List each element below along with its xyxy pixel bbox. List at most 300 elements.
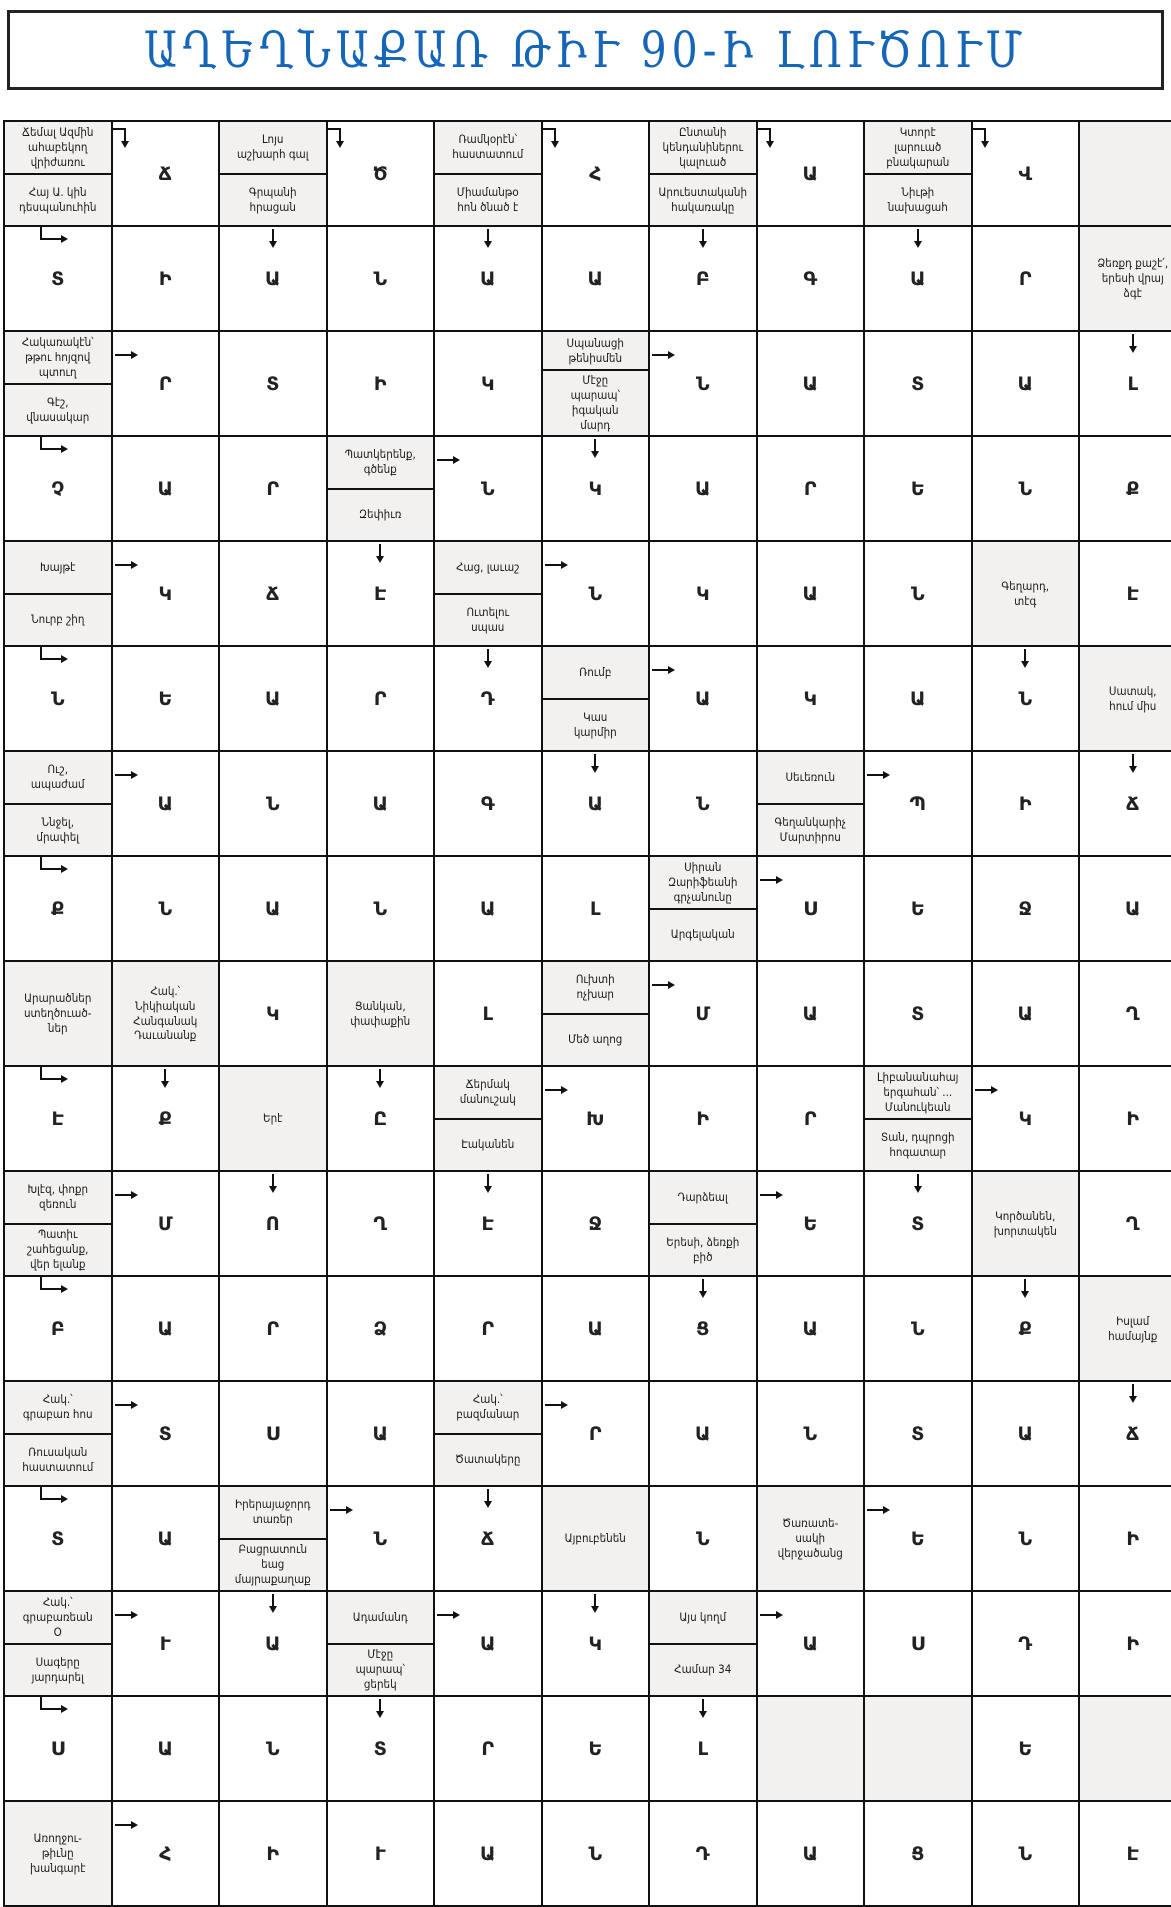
letter-cell[interactable] — [220, 1382, 326, 1485]
letter-value: Տ — [911, 1212, 925, 1235]
clue-text: Իրերայաջորդ տառեր — [220, 1487, 326, 1538]
letter-cell[interactable] — [1080, 1382, 1171, 1485]
clue-text: Ծառատե- սակի վերջածանց — [758, 1487, 864, 1590]
letter-cell[interactable] — [220, 1277, 326, 1380]
letter-cell[interactable] — [865, 437, 971, 540]
letter-cell[interactable] — [1080, 1487, 1171, 1590]
letter-value: Տ — [266, 372, 280, 395]
letter-value: Ն — [373, 1527, 388, 1550]
letter-cell[interactable] — [973, 1067, 1079, 1170]
letter-value: Լ — [589, 897, 601, 920]
letter-cell[interactable] — [1080, 752, 1171, 855]
clue-text: Զեփիւռ — [328, 488, 434, 541]
letter-cell[interactable] — [865, 1382, 971, 1485]
letter-cell[interactable] — [758, 1592, 864, 1695]
letter-cell[interactable] — [1080, 1802, 1171, 1905]
clue-text: Գրպանի հրացան — [220, 173, 326, 226]
letter-cell[interactable] — [328, 1382, 434, 1485]
letter-cell[interactable] — [973, 1277, 1079, 1380]
letter-cell[interactable] — [758, 1802, 864, 1905]
letter-cell[interactable] — [328, 227, 434, 330]
clue-text: Իսլամ համայնք — [1080, 1277, 1171, 1380]
letter-value: Ւ — [159, 1632, 171, 1655]
letter-value: Ե — [910, 477, 925, 500]
letter-cell[interactable] — [113, 752, 219, 855]
letter-cell[interactable] — [758, 1382, 864, 1485]
letter-cell[interactable] — [758, 1172, 864, 1275]
clue-text: Հակ.՝ գրաբառ հոս — [5, 1382, 111, 1433]
clue-text: Գէշ, վնասակար — [5, 383, 111, 436]
letter-cell[interactable] — [543, 437, 649, 540]
letter-cell[interactable] — [865, 1172, 971, 1275]
letter-value: Ի — [1126, 1107, 1140, 1130]
letter-value: Ե — [803, 1212, 818, 1235]
puzzle-title-box — [7, 10, 1164, 90]
letter-cell[interactable] — [543, 1592, 649, 1695]
letter-cell[interactable] — [435, 1592, 541, 1695]
letter-cell[interactable] — [543, 1277, 649, 1380]
letter-cell[interactable] — [113, 1172, 219, 1275]
letter-cell[interactable] — [328, 122, 434, 225]
letter-cell[interactable] — [113, 122, 219, 225]
letter-cell[interactable] — [113, 1697, 219, 1800]
letter-value: Ա — [802, 1002, 818, 1025]
clue-cell — [220, 122, 326, 225]
letter-cell[interactable] — [543, 542, 649, 645]
clue-text: Պատկերենք, գծենք — [328, 437, 434, 488]
letter-cell[interactable] — [865, 542, 971, 645]
letter-cell[interactable] — [865, 1277, 971, 1380]
letter-cell[interactable] — [5, 647, 111, 750]
clue-text: Ռուսական հաստատում — [5, 1433, 111, 1486]
letter-cell[interactable] — [865, 1487, 971, 1590]
letter-value: Ի — [1126, 1527, 1140, 1550]
clue-text: Հակ.՝ բազմանար — [435, 1382, 541, 1433]
letter-cell[interactable] — [435, 962, 541, 1065]
letter-value: Ե — [1018, 1737, 1033, 1760]
letter-value: Տ — [373, 1737, 387, 1760]
letter-cell[interactable] — [650, 962, 756, 1065]
clue-text: Մեծ աղոց — [543, 1013, 649, 1066]
letter-value: Ջ — [588, 1212, 602, 1235]
letter-value: Ր — [266, 477, 280, 500]
crossword-grid — [3, 120, 1171, 1907]
clue-text: Էականեն — [435, 1118, 541, 1171]
clue-cell — [113, 962, 219, 1065]
clue-cell — [650, 857, 756, 960]
letter-value: Ա — [157, 792, 173, 815]
letter-cell[interactable] — [220, 1802, 326, 1905]
letter-value: Գ — [803, 267, 818, 290]
letter-cell[interactable] — [435, 1487, 541, 1590]
letter-cell[interactable] — [865, 647, 971, 750]
clue-cell — [650, 1172, 756, 1275]
letter-cell[interactable] — [973, 1697, 1079, 1800]
letter-value: Բ — [50, 1317, 65, 1340]
letter-cell[interactable] — [220, 647, 326, 750]
letter-cell[interactable] — [328, 332, 434, 435]
letter-cell[interactable] — [973, 1802, 1079, 1905]
letter-value: Ր — [481, 1737, 495, 1760]
puzzle-title: ԱՂԵՂՆԱՔԱՌ ԹԻՒ 90-Ի ԼՈՒԾՈՒՄ — [143, 21, 1028, 79]
letter-cell[interactable] — [865, 1802, 971, 1905]
letter-value: Ն — [695, 792, 710, 815]
letter-cell[interactable] — [973, 1592, 1079, 1695]
clue-cell — [5, 1802, 111, 1905]
letter-cell[interactable] — [5, 1697, 111, 1800]
letter-value: Լ — [482, 1002, 494, 1025]
letter-value: Ա — [480, 1632, 496, 1655]
letter-cell[interactable] — [758, 122, 864, 225]
letter-cell[interactable] — [973, 437, 1079, 540]
letter-cell[interactable] — [328, 1067, 434, 1170]
letter-value: Ր — [373, 687, 387, 710]
letter-value: Ց — [911, 1842, 925, 1865]
letter-value: Ն — [1018, 1842, 1033, 1865]
letter-cell[interactable] — [435, 227, 541, 330]
letter-cell[interactable] — [543, 1697, 649, 1800]
letter-cell[interactable] — [758, 542, 864, 645]
letter-cell[interactable] — [758, 437, 864, 540]
clue-text: Այս կողմ — [650, 1592, 756, 1643]
letter-cell[interactable] — [220, 962, 326, 1065]
letter-cell[interactable] — [220, 857, 326, 960]
letter-value: Ր — [1018, 267, 1032, 290]
letter-cell[interactable] — [973, 962, 1079, 1065]
letter-cell[interactable] — [1080, 857, 1171, 960]
letter-value: Ս — [910, 1632, 925, 1655]
clue-cell — [543, 647, 649, 750]
letter-value: Կ — [480, 372, 495, 395]
letter-value: Ա — [695, 1422, 711, 1445]
letter-cell[interactable] — [650, 1067, 756, 1170]
letter-value: Ղ — [1125, 1002, 1140, 1025]
clue-text: Արգելական — [650, 908, 756, 961]
letter-cell[interactable] — [113, 647, 219, 750]
letter-value: Լ — [697, 1737, 709, 1760]
letter-value: Կ — [695, 582, 710, 605]
letter-cell[interactable] — [328, 647, 434, 750]
clue-cell — [5, 1592, 111, 1695]
clue-cell — [5, 332, 111, 435]
clue-text: Կործանեն, խորտակեն — [973, 1172, 1079, 1275]
clue-text: Երեսի, ձեռքի բիծ — [650, 1223, 756, 1276]
letter-value: Դ — [480, 687, 495, 710]
letter-value: Ր — [803, 477, 817, 500]
letter-cell[interactable] — [435, 1172, 541, 1275]
letter-cell[interactable] — [543, 227, 649, 330]
letter-value: Տ — [51, 267, 65, 290]
clue-cell — [973, 542, 1079, 645]
clue-text: Առողջու- թիւնը խանգարէ — [5, 1802, 111, 1905]
letter-cell[interactable] — [1080, 1067, 1171, 1170]
letter-cell[interactable] — [113, 857, 219, 960]
clue-text: Խայթէ — [5, 542, 111, 593]
letter-cell[interactable] — [973, 332, 1079, 435]
letter-cell[interactable] — [865, 1592, 971, 1695]
letter-cell[interactable] — [543, 857, 649, 960]
letter-cell[interactable] — [543, 1067, 649, 1170]
letter-cell[interactable] — [543, 122, 649, 225]
letter-cell[interactable] — [220, 1592, 326, 1695]
clue-text: Խլէզ, փոքր զեռուն — [5, 1172, 111, 1223]
clue-text: Բացրատուն եաց մայրաքաղաք — [220, 1538, 326, 1591]
letter-cell[interactable] — [5, 1067, 111, 1170]
letter-cell[interactable] — [328, 1487, 434, 1590]
letter-cell[interactable] — [865, 962, 971, 1065]
clue-text: Դարձեալ — [650, 1172, 756, 1223]
clue-cell — [1080, 227, 1171, 330]
letter-value: Վ — [1018, 162, 1033, 185]
letter-value: Տ — [158, 1422, 172, 1445]
letter-value: Ծ — [372, 162, 388, 185]
clue-text: Երէ — [220, 1067, 326, 1170]
letter-cell[interactable] — [1080, 1592, 1171, 1695]
letter-cell[interactable] — [435, 332, 541, 435]
letter-cell[interactable] — [220, 1172, 326, 1275]
letter-value: Ր — [803, 1107, 817, 1130]
letter-value: Կ — [1018, 1107, 1033, 1130]
letter-cell[interactable] — [865, 332, 971, 435]
letter-cell[interactable] — [220, 1697, 326, 1800]
clue-text: Տան, դպրոցի հոգատար — [865, 1118, 971, 1171]
letter-cell[interactable] — [113, 1802, 219, 1905]
letter-cell[interactable] — [113, 437, 219, 540]
letter-cell[interactable] — [435, 437, 541, 540]
letter-value: Ձ — [373, 1317, 388, 1340]
letter-cell[interactable] — [865, 857, 971, 960]
letter-value: Ե — [588, 1737, 603, 1760]
clue-cell — [435, 1382, 541, 1485]
letter-cell[interactable] — [5, 437, 111, 540]
letter-cell[interactable] — [435, 1697, 541, 1800]
letter-cell[interactable] — [758, 857, 864, 960]
letter-value: Ն — [158, 897, 173, 920]
letter-cell[interactable] — [865, 752, 971, 855]
letter-cell[interactable] — [435, 647, 541, 750]
letter-cell[interactable] — [973, 1382, 1079, 1485]
letter-value: Ւ — [374, 1842, 386, 1865]
letter-value: Ա — [372, 1422, 388, 1445]
clue-cell — [1080, 1277, 1171, 1380]
letter-value: Բ — [695, 267, 710, 290]
letter-value: Ա — [910, 267, 926, 290]
letter-value: Ք — [158, 1107, 172, 1130]
letter-cell[interactable] — [113, 1277, 219, 1380]
clue-cell — [758, 752, 864, 855]
letter-cell[interactable] — [220, 227, 326, 330]
letter-cell[interactable] — [758, 647, 864, 750]
letter-value: Ն — [588, 582, 603, 605]
letter-value: Գ — [480, 792, 495, 815]
letter-value: Ա — [587, 792, 603, 815]
letter-value: Ա — [480, 267, 496, 290]
letter-cell[interactable] — [650, 437, 756, 540]
clue-cell — [328, 437, 434, 540]
letter-cell[interactable] — [435, 857, 541, 960]
letter-value: Է — [51, 1107, 64, 1130]
letter-cell[interactable] — [650, 647, 756, 750]
letter-cell[interactable] — [650, 752, 756, 855]
clue-cell — [5, 1382, 111, 1485]
letter-cell[interactable] — [1080, 437, 1171, 540]
letter-value: Ն — [695, 372, 710, 395]
letter-cell[interactable] — [5, 857, 111, 960]
letter-cell[interactable] — [973, 1487, 1079, 1590]
letter-cell[interactable] — [435, 1802, 541, 1905]
letter-cell[interactable] — [328, 752, 434, 855]
letter-cell[interactable] — [973, 647, 1079, 750]
letter-cell[interactable] — [758, 332, 864, 435]
letter-value: Տ — [51, 1527, 65, 1550]
letter-value: Ա — [802, 372, 818, 395]
letter-cell[interactable] — [328, 1277, 434, 1380]
letter-cell[interactable] — [113, 542, 219, 645]
letter-value: Դ — [1018, 1632, 1033, 1655]
letter-value: Պ — [909, 792, 926, 815]
letter-cell[interactable] — [220, 542, 326, 645]
clue-cell — [758, 1487, 864, 1590]
letter-cell[interactable] — [328, 857, 434, 960]
letter-cell[interactable] — [328, 1697, 434, 1800]
letter-cell[interactable] — [113, 1067, 219, 1170]
letter-value: Ա — [157, 477, 173, 500]
letter-value: Ի — [1018, 792, 1032, 815]
letter-cell[interactable] — [758, 1277, 864, 1380]
letter-cell[interactable] — [328, 542, 434, 645]
letter-cell[interactable] — [650, 1487, 756, 1590]
clue-text: Գեղարդ, տէգ — [973, 542, 1079, 645]
letter-value: Կ — [803, 687, 818, 710]
letter-value: Ն — [910, 1317, 925, 1340]
letter-cell[interactable] — [113, 227, 219, 330]
letter-value: Ս — [265, 1422, 280, 1445]
letter-value: Ե — [910, 1527, 925, 1550]
letter-value: Ա — [695, 477, 711, 500]
letter-cell[interactable] — [1080, 542, 1171, 645]
clue-cell — [543, 332, 649, 435]
letter-cell[interactable] — [435, 1277, 541, 1380]
clue-cell — [328, 1592, 434, 1695]
letter-cell[interactable] — [328, 1802, 434, 1905]
letter-cell[interactable] — [758, 227, 864, 330]
clue-text: Հակ.՝ գրաբառեան Օ — [5, 1592, 111, 1643]
letter-value: Ն — [1018, 687, 1033, 710]
clue-cell — [435, 1067, 541, 1170]
letter-cell[interactable] — [973, 227, 1079, 330]
letter-value: Մ — [695, 1002, 711, 1025]
clue-text: Հակ.՝ Նիկիական Հանգանակ Դաւանանք — [113, 962, 219, 1065]
letter-cell[interactable] — [1080, 1172, 1171, 1275]
letter-cell[interactable] — [543, 1802, 649, 1905]
clue-cell — [328, 962, 434, 1065]
letter-cell[interactable] — [973, 857, 1079, 960]
letter-value: Ղ — [1125, 1212, 1140, 1235]
clue-cell — [973, 1172, 1079, 1275]
letter-cell[interactable] — [1080, 962, 1171, 1065]
clue-cell — [1080, 647, 1171, 750]
letter-value: Մ — [157, 1212, 173, 1235]
letter-cell[interactable] — [435, 752, 541, 855]
letter-cell[interactable] — [220, 437, 326, 540]
letter-cell[interactable] — [650, 227, 756, 330]
letter-value: Ք — [51, 897, 65, 920]
letter-value: Ր — [158, 372, 172, 395]
letter-cell[interactable] — [5, 1277, 111, 1380]
letter-value: Ջ — [1018, 897, 1032, 920]
letter-value: Ն — [910, 582, 925, 605]
letter-cell[interactable] — [650, 542, 756, 645]
blank-cell — [1080, 122, 1171, 225]
letter-cell[interactable] — [220, 332, 326, 435]
letter-cell[interactable] — [220, 752, 326, 855]
letter-cell[interactable] — [1080, 332, 1171, 435]
clue-text: Մէջը պարապ՝ ցերեկ — [328, 1643, 434, 1696]
letter-value: Ն — [50, 687, 65, 710]
letter-value: Ա — [265, 267, 281, 290]
clue-text: Ճեմալ Ազմին ահաբեկող վրիժառու — [5, 122, 111, 173]
clue-cell — [650, 122, 756, 225]
letter-value: Ր — [266, 1317, 280, 1340]
letter-cell[interactable] — [865, 227, 971, 330]
letter-cell[interactable] — [113, 332, 219, 435]
letter-value: Ճ — [266, 582, 280, 605]
letter-cell[interactable] — [543, 1382, 649, 1485]
clue-text: Մէջը պարապ՝ իգական մարդ — [543, 369, 649, 435]
letter-value: Ա — [802, 1842, 818, 1865]
letter-cell[interactable] — [650, 1277, 756, 1380]
letter-value: Ա — [480, 897, 496, 920]
clue-text: Ծատակերը — [435, 1433, 541, 1486]
letter-value: Ա — [587, 267, 603, 290]
letter-value: Չ — [51, 477, 65, 500]
letter-cell[interactable] — [650, 332, 756, 435]
clue-text: Պատիւ շահեցանք, վեր ելանք — [5, 1223, 111, 1276]
letter-cell[interactable] — [650, 1697, 756, 1800]
letter-cell[interactable] — [113, 1382, 219, 1485]
letter-cell[interactable] — [758, 962, 864, 1065]
letter-value: Ա — [1125, 897, 1141, 920]
letter-value: Ե — [158, 687, 173, 710]
clue-text: Ռումբ — [543, 647, 649, 698]
letter-value: Ե — [910, 897, 925, 920]
letter-cell[interactable] — [5, 227, 111, 330]
letter-cell[interactable] — [5, 1487, 111, 1590]
letter-cell[interactable] — [650, 1802, 756, 1905]
letter-cell[interactable] — [543, 752, 649, 855]
clue-cell — [5, 752, 111, 855]
letter-cell[interactable] — [973, 122, 1079, 225]
letter-value: Դ — [695, 1842, 710, 1865]
clue-text: Ռամկօրէն՝ հաստատում — [435, 122, 541, 173]
clue-text: Ննջել, մրափել — [5, 803, 111, 856]
letter-cell[interactable] — [113, 1592, 219, 1695]
letter-cell[interactable] — [543, 1172, 649, 1275]
letter-value: Կ — [265, 1002, 280, 1025]
clue-text: Արարածներ ստեղծուած- ներ — [5, 962, 111, 1065]
clue-text: Նիւթի նախացահ — [865, 173, 971, 226]
letter-cell[interactable] — [650, 1382, 756, 1485]
letter-value: Ր — [481, 1317, 495, 1340]
letter-cell[interactable] — [328, 1172, 434, 1275]
letter-value: Ո — [265, 1212, 280, 1235]
letter-cell[interactable] — [758, 1067, 864, 1170]
clue-text: Սիրան Զարիֆեանի գրչանունը — [650, 857, 756, 908]
letter-value: Հ — [159, 1842, 172, 1865]
clue-cell — [220, 1487, 326, 1590]
letter-cell[interactable] — [973, 752, 1079, 855]
letter-cell[interactable] — [113, 1487, 219, 1590]
